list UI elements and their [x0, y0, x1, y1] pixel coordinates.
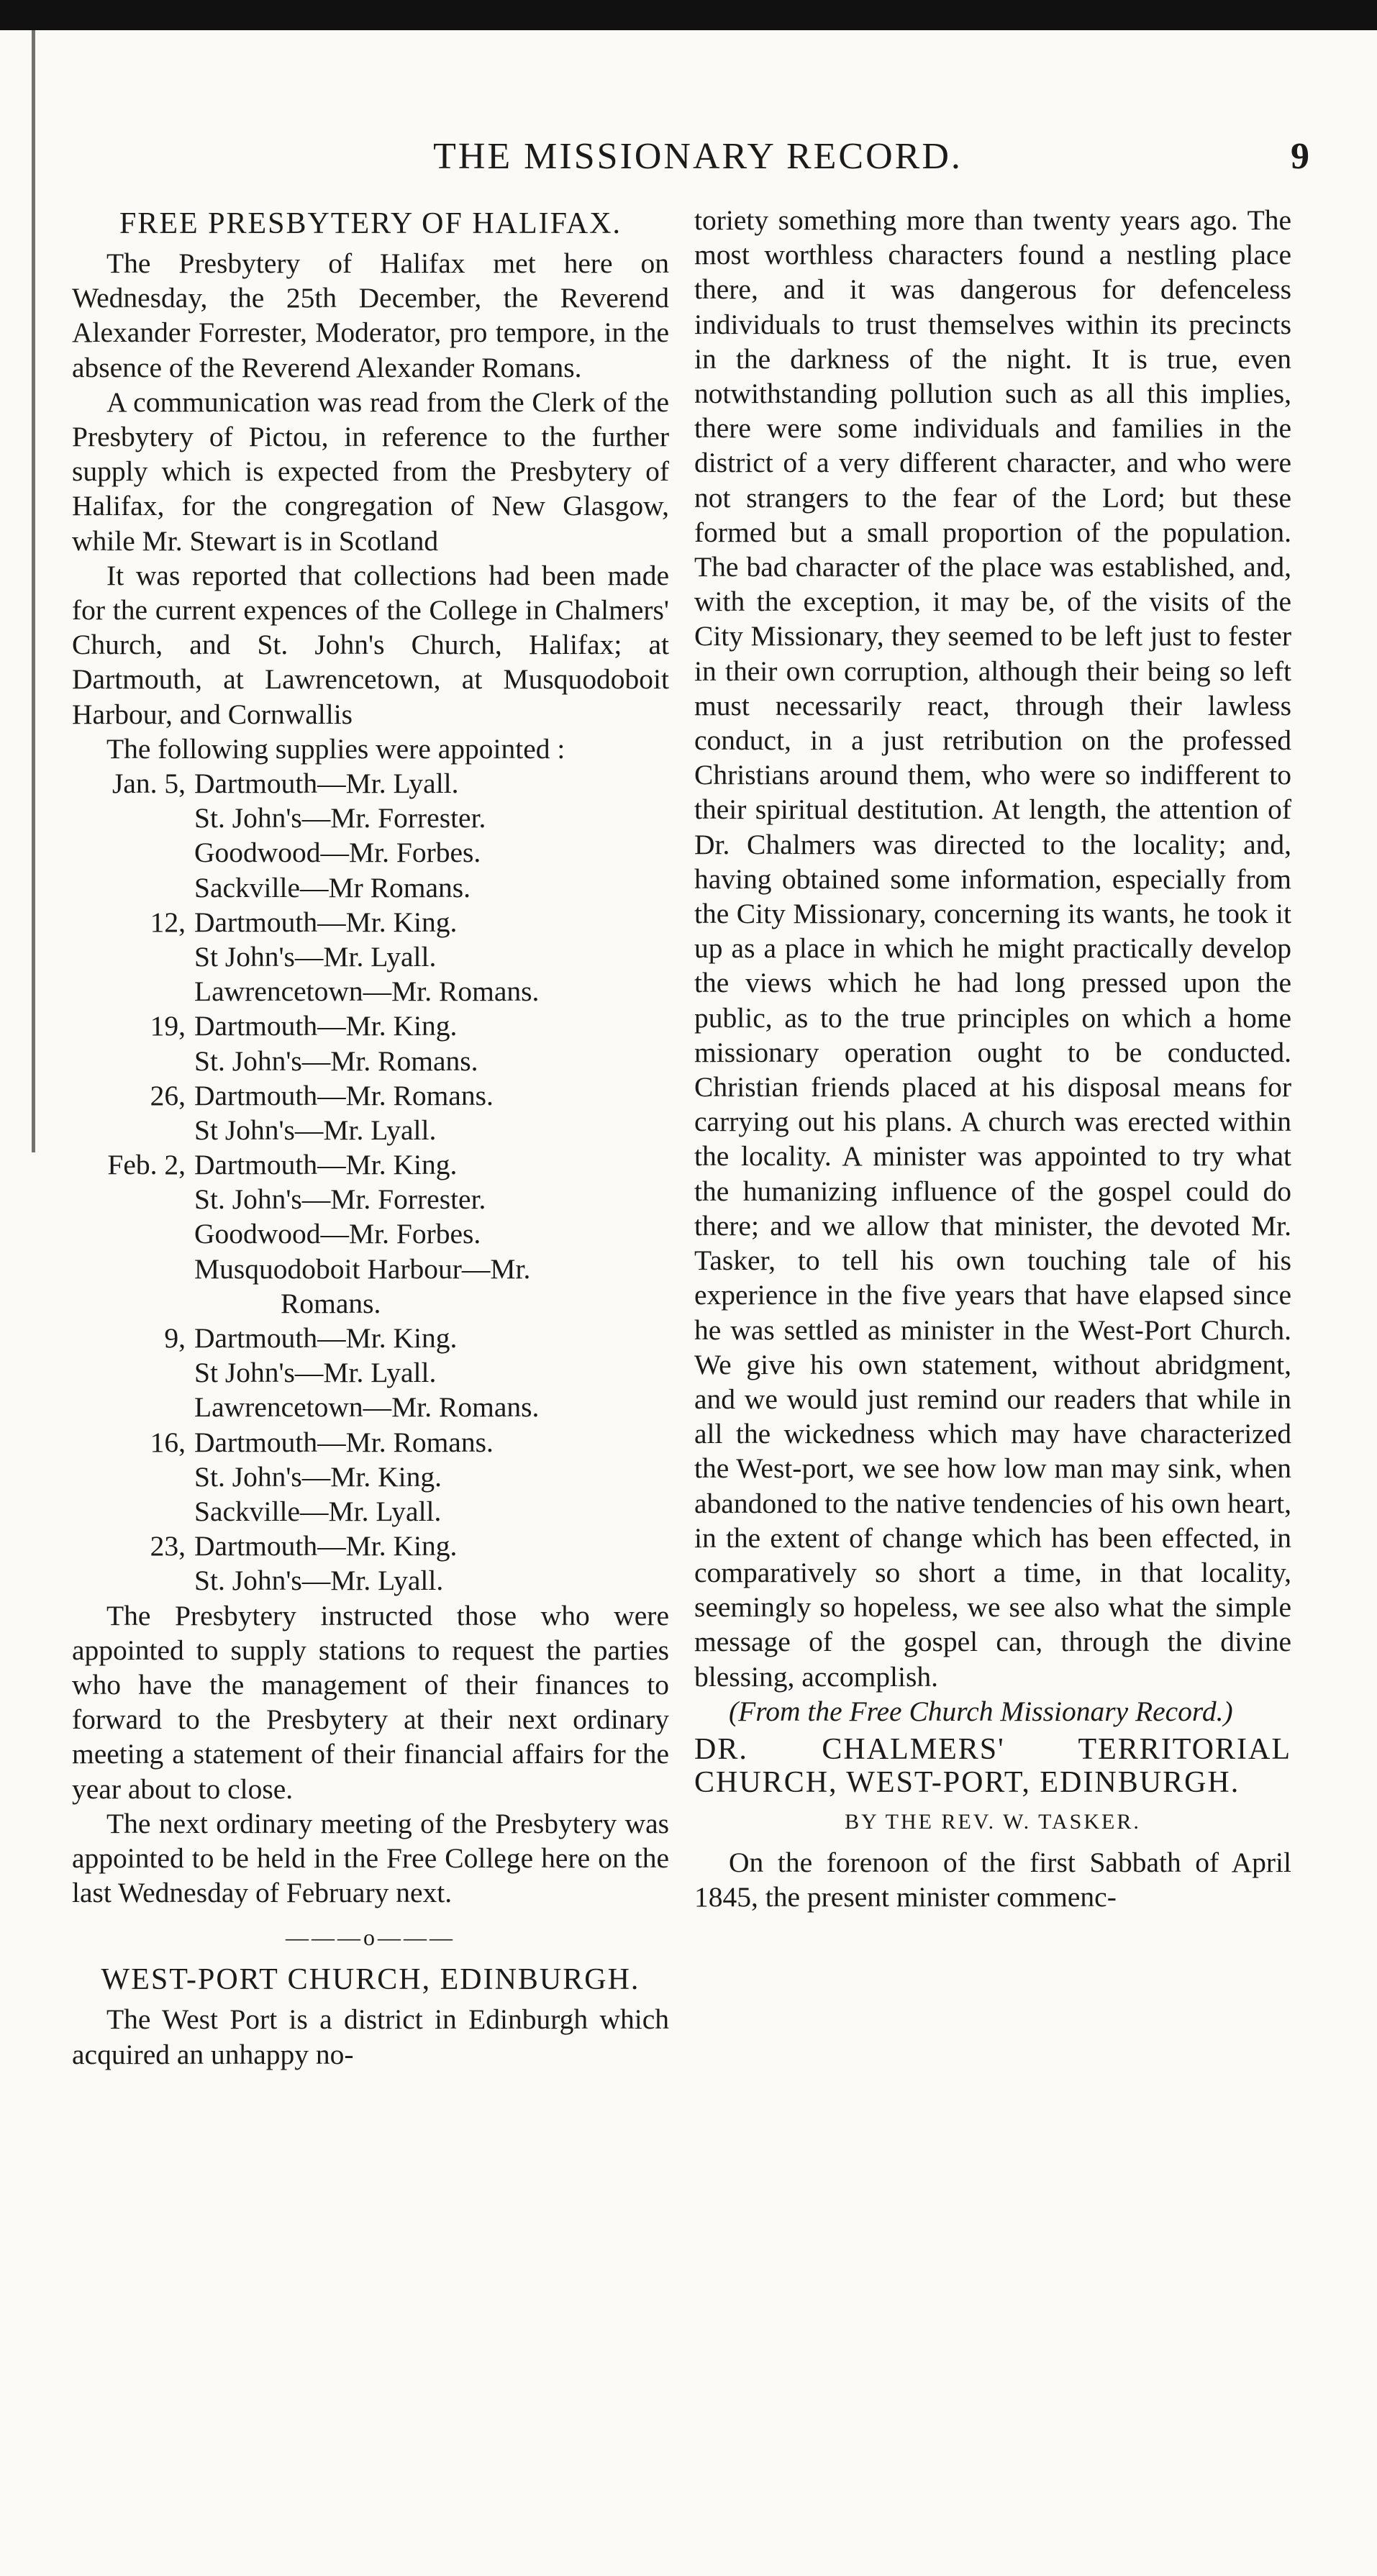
source-note: (From the Free Church Missionary Record.)	[729, 1695, 1233, 1727]
schedule-entry: Goodwood—Mr. Forbes.	[194, 837, 481, 869]
schedule-date	[72, 1494, 194, 1529]
schedule-row	[72, 835, 669, 870]
schedule-row	[72, 870, 669, 905]
schedule-entry: St. John's—Mr. Lyall.	[194, 1565, 444, 1597]
schedule-entry: St John's—Mr. Lyall.	[194, 1357, 437, 1389]
schedule-row	[72, 1529, 669, 1563]
schedule-entry: Dartmouth—Mr. King.	[194, 1149, 458, 1181]
running-title: THE MISSIONARY RECORD.	[433, 136, 963, 177]
page-number: 9	[1291, 136, 1309, 177]
schedule-entry: Lawrencetown—Mr. Romans.	[194, 1391, 540, 1424]
schedule-entry: St. John's—Mr. Forrester.	[194, 802, 486, 834]
paragraph: The next ordinary meeting of the Presbytery was appointed to be held in the Free College here on the last Wednesday of February next.	[72, 1807, 669, 1909]
schedule-entry: Lawrencetown—Mr. Romans.	[194, 975, 540, 1008]
schedule-date	[72, 974, 194, 1009]
schedule-date	[72, 1460, 194, 1494]
schedule-row	[72, 1425, 669, 1460]
schedule-row	[72, 1216, 669, 1251]
schedule-row	[72, 1355, 669, 1390]
schedule-row	[72, 905, 669, 939]
paragraph: The Presbytery instructed those who were appointed to supply stations to request the parties who have the management of their finances to forward to the Presbytery at their next ordinary meeting a statement of their financial affairs for the year about to close.	[72, 1599, 669, 1805]
article-title-presbytery: FREE PRESBYTERY OF HALIFAX.	[119, 207, 622, 240]
schedule-entry: Dartmouth—Mr. King.	[194, 1530, 458, 1562]
article-title-territorial-church: DR. CHALMERS' TERRITORIAL CHURCH, WEST-PORT, EDINBURGH.	[694, 1732, 1291, 1799]
paragraph: The Presbytery of Halifax met here on Wednesday, the 25th December, the Reverend Alexander Forrester, Moderator, pro tempore, in the absence of the Reverend Alexander Romans.	[72, 247, 669, 383]
schedule-row	[72, 766, 669, 801]
schedule-row	[72, 1009, 669, 1043]
schedule-entry: Sackville—Mr Romans.	[194, 871, 471, 904]
paragraph: On the forenoon of the first Sabbath of April 1845, the present minister commenc-	[694, 1847, 1291, 1913]
schedule-entry: Dartmouth—Mr. King.	[194, 1322, 458, 1355]
schedule-entry: St. John's—Mr. Romans.	[194, 1044, 478, 1077]
schedule-date: 12,	[150, 906, 186, 938]
schedule-date	[72, 835, 194, 870]
schedule-date	[72, 1563, 194, 1598]
schedule-entry: Sackville—Mr. Lyall.	[194, 1495, 442, 1527]
schedule-date: 16,	[150, 1426, 186, 1458]
schedule-date: Jan. 5,	[112, 768, 186, 800]
article-title-west-port: WEST-PORT CHURCH, EDINBURGH.	[101, 1963, 640, 1997]
schedule-date	[72, 1113, 194, 1147]
schedule-entry: St John's—Mr. Lyall.	[194, 1114, 437, 1146]
running-head	[86, 135, 1309, 186]
schedule-date	[72, 1355, 194, 1390]
paragraph: toriety something more than twenty years ago. The most worthless characters found a nestling place there, and it was dangerous for defenceless individuals to trust themselves within its precincts in the darkness of the night. It is true, even notwithstanding pollution such as all this implies, there were some individuals and families in the district of a very different character, and who were not strangers to the fear of the Lord; but these formed but a small proportion of the population. The bad character of the place was established, and, with the exception, it may be, of the visits of the City Missionary, they seemed to be left just to fester in their own corruption, although their being so left must necessarily react, through their lawless conduct, in a just retribution on the professed Christians around them, who were so indifferent to their spiritual destitution. At length, the attention of Dr. Chalmers was directed to the locality; and, having obtained some information, especially from the City Missionary, concerning its wants, he took it up as a place in which he might practically develop the views which he had long pressed upon the public, as to the true principles on which a home missionary operation ought to be conducted. Christian friends placed at his disposal means for carrying out his plans. A church was erected within the locality. A minister was appointed to try what the humanizing influence of the gospel could do there; and we allow that minister, the devoted Mr. Tasker, to tell his own touching tale of his experience in the five years that have elapsed since he was settled as minister in the West-Port Church. We give his own statement, without abridgment, and we would just remind our readers that while in all the wickedness which may have characterized the West-port, we see how low man may sink, when abandoned to the native tendencies of his own heart, in the extent of change which has been effected, in comparatively so short a time, in that locality, seemingly so hopeless, we see also what the simple message of the gospel can, through the divine blessing, accomplish.	[694, 204, 1291, 1693]
schedule-row	[72, 1286, 669, 1321]
byline: BY THE REV. W. TASKER.	[845, 1809, 1141, 1834]
schedule-date	[72, 1182, 194, 1216]
schedule-date	[72, 1044, 194, 1078]
schedule-entry: Dartmouth—Mr. King.	[194, 1010, 458, 1042]
schedule-entry: St. John's—Mr. Forrester.	[194, 1183, 486, 1216]
schedule-date	[72, 1252, 194, 1286]
schedule-entry: St John's—Mr. Lyall.	[194, 940, 437, 973]
schedule-entry: St. John's—Mr. King.	[194, 1460, 442, 1493]
schedule-entry: Dartmouth—Mr. Romans.	[194, 1079, 494, 1111]
schedule-entry: Dartmouth—Mr. Romans.	[194, 1426, 494, 1458]
schedule-row	[72, 1390, 669, 1424]
schedule-date	[72, 1216, 194, 1251]
schedule-entry: Romans.	[281, 1287, 381, 1319]
schedule-date: 26,	[150, 1079, 186, 1111]
left-column	[72, 203, 669, 2072]
binding-edge	[32, 30, 35, 1152]
schedule-date	[72, 939, 194, 974]
paragraph: A communication was read from the Clerk of the Presbytery of Pictou, in reference to the further supply which is expected from the Presbytery of Halifax, for the congregation of New Glasgow, while Mr. Stewart is in Scotland	[72, 386, 669, 557]
paragraph: It was reported that collections had been made for the current expences of the College in Chalmers' Church, and St. John's Church, Halifax; at Dartmouth, at Lawrencetown, at Musquodoboit Harbour, and Cornwallis	[72, 559, 669, 730]
page-top-edge	[0, 0, 1377, 30]
schedule-row	[72, 1078, 669, 1113]
schedule-entry: Dartmouth—Mr. Lyall.	[194, 768, 459, 800]
schedule-row	[72, 1321, 669, 1355]
schedule-date: 23,	[150, 1530, 186, 1562]
section-divider: ———o———	[286, 1924, 455, 1951]
schedule-row	[72, 1252, 669, 1286]
schedule-row	[72, 1460, 669, 1494]
schedule-row	[72, 1182, 669, 1216]
schedule-date	[72, 870, 194, 905]
schedule-row	[72, 974, 669, 1009]
schedule-row	[72, 1494, 669, 1529]
schedule-entry: Musquodoboit Harbour—Mr.	[194, 1252, 531, 1285]
schedule-date	[72, 801, 194, 835]
schedule-date: 9,	[164, 1322, 186, 1355]
schedule-entry: Dartmouth—Mr. King.	[194, 906, 458, 938]
schedule-row	[72, 939, 669, 974]
schedule-entry: Goodwood—Mr. Forbes.	[194, 1218, 481, 1250]
schedule-date	[72, 1390, 194, 1424]
schedule-row	[72, 1563, 669, 1598]
paragraph: The West Port is a district in Edinburgh which acquired an unhappy no-	[72, 2003, 669, 2070]
schedule-row	[72, 1147, 669, 1182]
supply-schedule	[72, 766, 669, 1598]
schedule-date: 19,	[150, 1010, 186, 1042]
schedule-row	[72, 1044, 669, 1078]
schedule-row	[72, 801, 669, 835]
paragraph: The following supplies were appointed :	[106, 732, 565, 765]
right-column	[694, 203, 1291, 1915]
schedule-row	[72, 1113, 669, 1147]
schedule-date: Feb. 2,	[107, 1149, 186, 1181]
